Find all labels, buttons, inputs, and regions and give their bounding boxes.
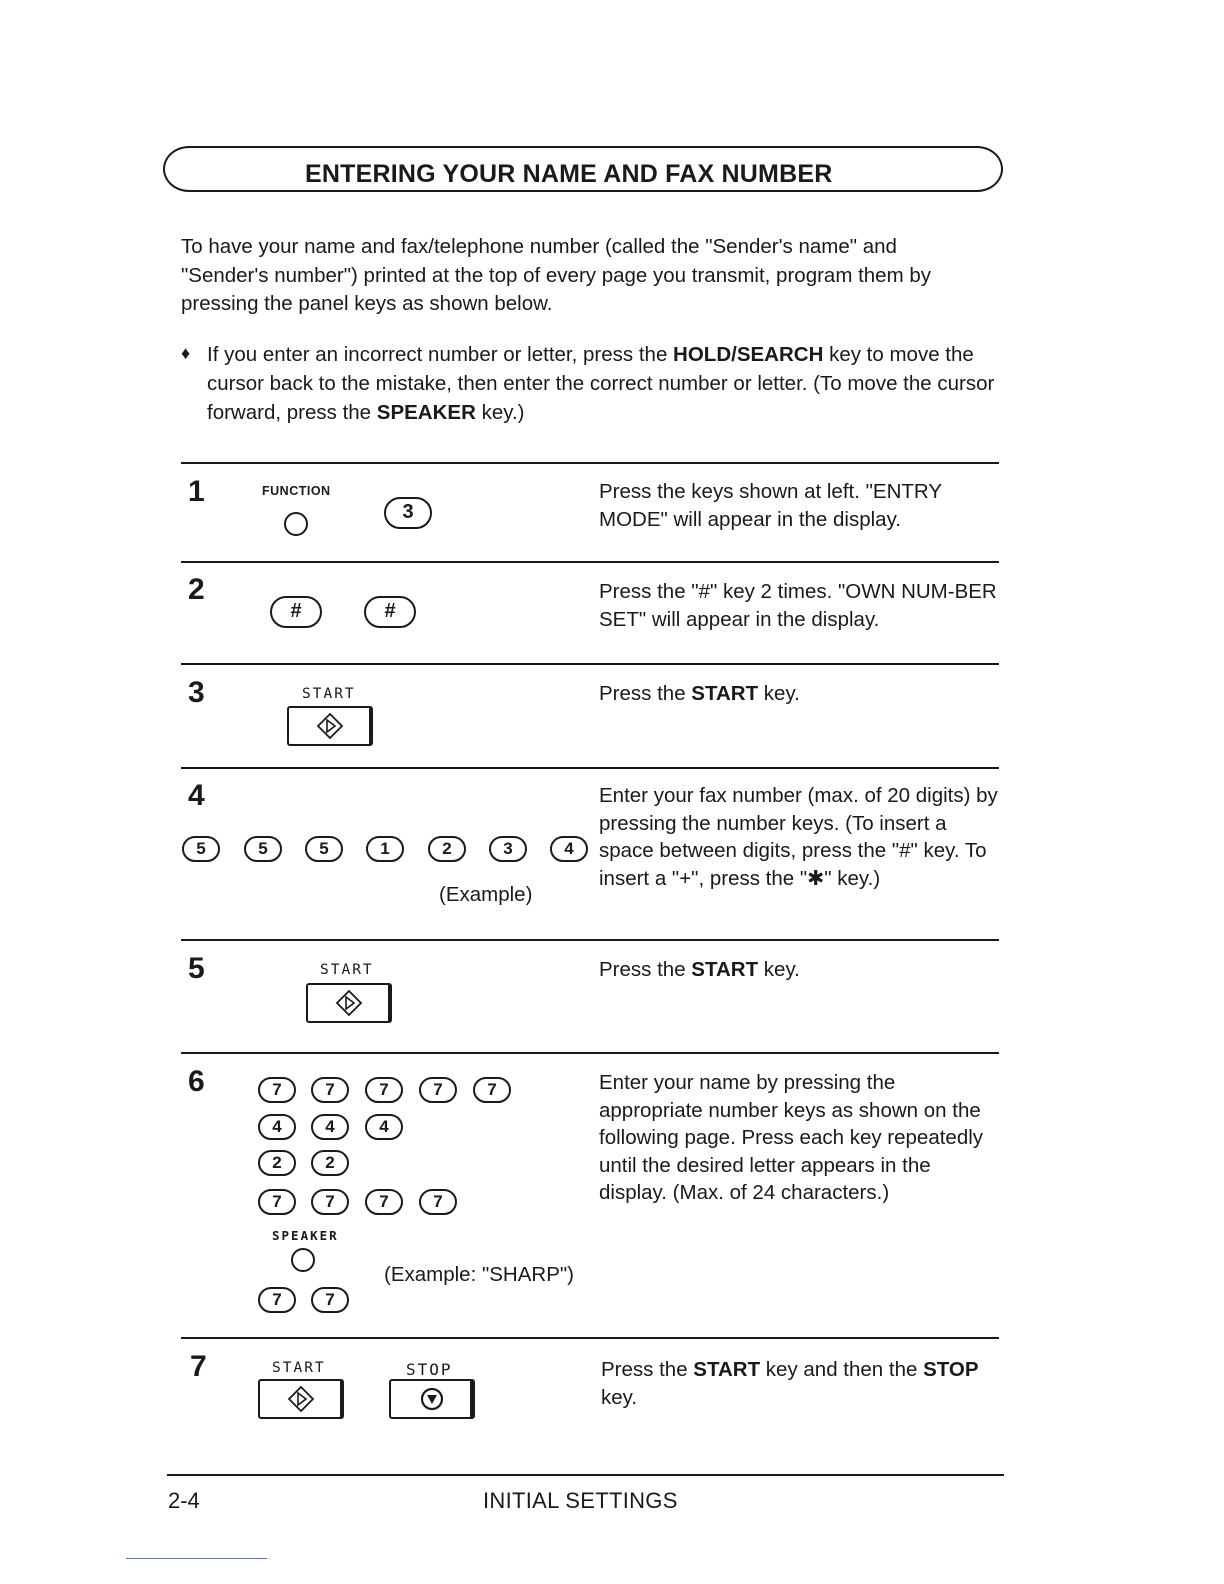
hash-key: #: [364, 596, 416, 628]
key-4: 4: [311, 1114, 349, 1140]
chapter-title: INITIAL SETTINGS: [483, 1488, 678, 1513]
step-number: 5: [188, 952, 205, 985]
function-label: FUNCTION: [262, 484, 331, 498]
step-divider: [181, 939, 999, 941]
key-7: 7: [419, 1189, 457, 1215]
example-caption: (Example): [439, 883, 533, 906]
start-key: [306, 983, 392, 1023]
key-5: 5: [182, 836, 220, 862]
step-number: 7: [190, 1350, 207, 1383]
key-7: 7: [258, 1077, 296, 1103]
step-6-description: Enter your name by pressing the appropriate number keys as shown on the following page. Press each key repeatedly until the desired letter appears in the display. (Max. of 24 characters.): [599, 1071, 984, 1204]
speaker-label: SPEAKER: [272, 1228, 339, 1243]
start-key: [287, 706, 373, 746]
bullet-note: If you enter an incorrect number or letter, press the HOLD/SEARCH key to move the cursor back to the mistake, then enter the correct number or letter. (To move the cursor forward, press the SPEAKER key.): [207, 343, 995, 424]
scan-artifact-line: [126, 1558, 267, 1559]
stop-key: [389, 1379, 475, 1419]
key-2: 2: [311, 1150, 349, 1176]
step-7-description: Press the START key and then the STOP key.: [601, 1358, 979, 1409]
start-icon: [315, 711, 345, 741]
key-7: 7: [473, 1077, 511, 1103]
start-icon: [334, 988, 364, 1018]
step-divider: [181, 1052, 999, 1054]
start-label: START: [320, 962, 374, 978]
function-key: [284, 512, 308, 536]
step-divider: [181, 462, 999, 464]
start-label: START: [272, 1360, 326, 1376]
stop-label: STOP: [406, 1360, 453, 1379]
step-number: 4: [188, 779, 205, 812]
bullet-diamond: ♦: [181, 343, 191, 363]
start-label: START: [302, 686, 356, 702]
start-icon: [286, 1384, 316, 1414]
step-3-description: Press the START key.: [599, 682, 800, 705]
step-divider: [181, 767, 999, 769]
step-number: 1: [188, 475, 205, 508]
step-4-description: Enter your fax number (max. of 20 digits) by pressing the number keys. (To insert a space between digits, press the "#" key. To insert a "+", press the "✱" key.): [599, 784, 998, 890]
key-1: 1: [366, 836, 404, 862]
key-2: 2: [428, 836, 466, 862]
key-7: 7: [311, 1287, 349, 1313]
page-number: 2-4: [168, 1488, 200, 1513]
speaker-key: [291, 1248, 315, 1272]
key-7: 7: [311, 1189, 349, 1215]
start-key: [258, 1379, 344, 1419]
step-number: 2: [188, 573, 205, 606]
hash-key: #: [270, 596, 322, 628]
key-4: 4: [550, 836, 588, 862]
stop-icon: [417, 1384, 447, 1414]
step-divider: [181, 561, 999, 563]
key-7: 7: [365, 1077, 403, 1103]
key-7: 7: [258, 1189, 296, 1215]
step-number: 3: [188, 676, 205, 709]
key-4: 4: [258, 1114, 296, 1140]
key-2: 2: [258, 1150, 296, 1176]
step-divider: [181, 1337, 999, 1339]
step-1-description: Press the keys shown at left. "ENTRY MODE" will appear in the display.: [599, 480, 942, 531]
key-3: 3: [489, 836, 527, 862]
key-7: 7: [365, 1189, 403, 1215]
key-4: 4: [365, 1114, 403, 1140]
step-number: 6: [188, 1065, 205, 1098]
key-7: 7: [311, 1077, 349, 1103]
key-3: 3: [384, 497, 432, 529]
key-7: 7: [419, 1077, 457, 1103]
step-5-description: Press the START key.: [599, 958, 800, 981]
key-5: 5: [244, 836, 282, 862]
key-5: 5: [305, 836, 343, 862]
step-2-description: Press the "#" key 2 times. "OWN NUM-BER SET" will appear in the display.: [599, 580, 997, 631]
step-divider: [181, 663, 999, 665]
example-caption: (Example: "SHARP"): [384, 1263, 574, 1286]
key-7: 7: [258, 1287, 296, 1313]
page-title: ENTERING YOUR NAME AND FAX NUMBER: [305, 160, 833, 188]
footer-rule: [167, 1474, 1004, 1476]
intro-paragraph: To have your name and fax/telephone number (called the "Sender's name" and "Sender's number") printed at the top of every page you transmit, program them by pressing the panel keys as shown below.: [181, 235, 932, 315]
